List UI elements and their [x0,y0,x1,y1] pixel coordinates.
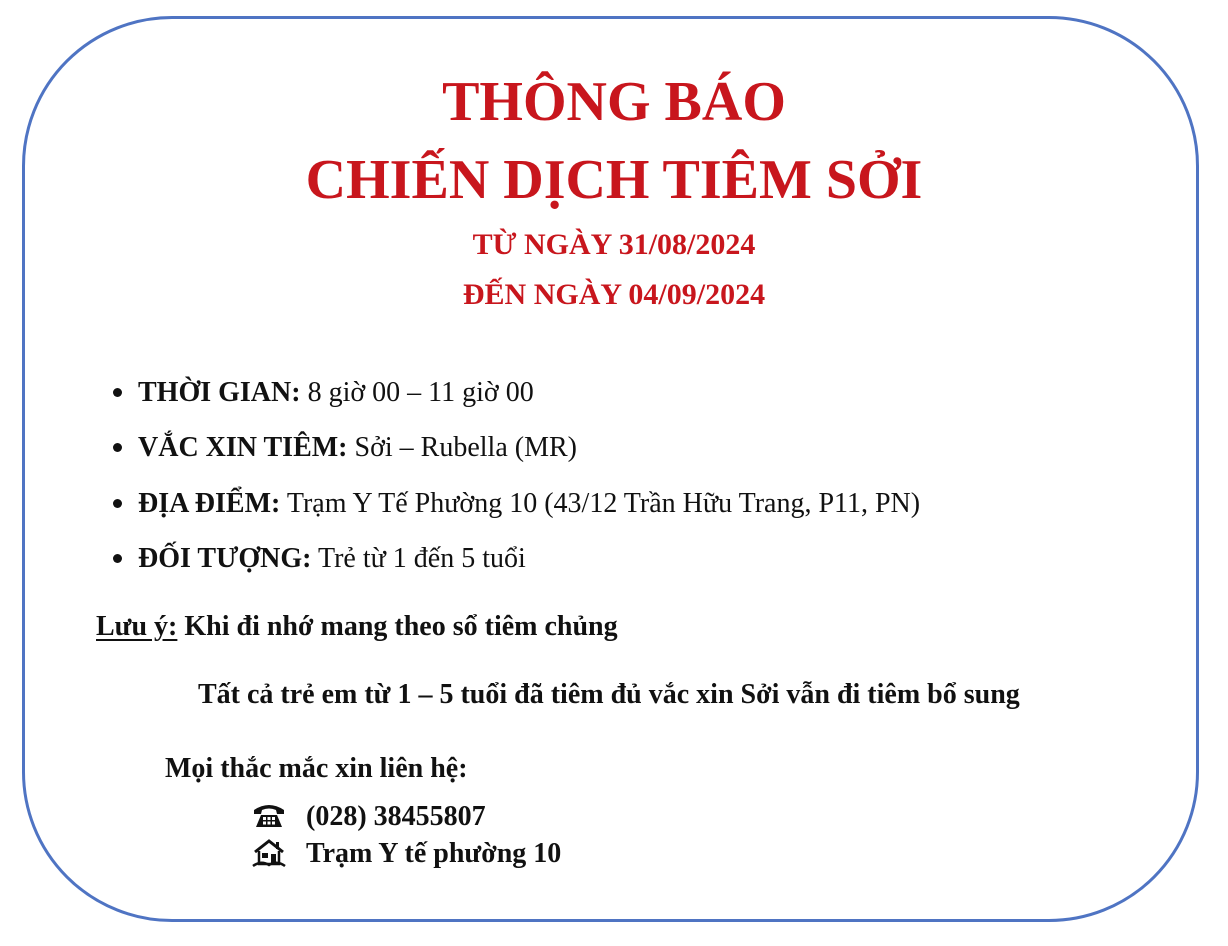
campaign-title: CHIẾN DỊCH TIÊM SỞI [305,149,923,211]
start-date: TỪ NGÀY 31/08/2024 [472,228,756,261]
contact-place-name: Trạm Y tế phường 10 [306,838,562,869]
detail-value: Trạm Y Tế Phường 10 (43/12 Trần Hữu Trang, P11, PN) [280,488,921,519]
detail-value: Sởi – Rubella (MR) [347,432,577,463]
end-date: ĐẾN NGÀY 04/09/2024 [462,278,766,311]
detail-label: ĐỊA ĐIỂM: [138,488,281,519]
contact-heading: Mọi thắc mắc xin liên hệ: [165,753,468,784]
notice-title: THÔNG BÁO [442,71,786,133]
telephone-icon [252,801,286,831]
house-icon [252,838,286,868]
note-line [90,610,618,644]
note-supplement-text: Tất cả trẻ em từ 1 – 5 tuổi đã tiêm đủ vắc xin Sởi vẫn đi tiêm bổ sung [198,679,1020,710]
detail-label: THỜI GIAN: [138,377,301,408]
detail-item-target [113,542,526,576]
detail-value: 8 giờ 00 – 11 giờ 00 [300,377,534,408]
bullet-icon [113,388,122,397]
detail-item-vaccine [113,431,577,465]
note-text: Khi đi nhớ mang theo sổ tiêm chủng [177,611,618,642]
contact-phone-row [252,800,486,834]
detail-item-time [113,376,534,410]
detail-value: Trẻ từ 1 đến 5 tuổi [311,543,526,574]
contact-phone-number: (028) 38455807 [306,801,486,832]
bullet-icon [113,443,122,452]
detail-item-location [113,487,920,521]
contact-place-row [252,837,561,871]
detail-label: ĐỐI TƯỢNG: [138,543,312,574]
note-label: Lưu ý: [96,611,178,642]
detail-label: VẮC XIN TIÊM: [138,432,348,463]
bullet-icon [113,554,122,563]
bullet-icon [113,499,122,508]
